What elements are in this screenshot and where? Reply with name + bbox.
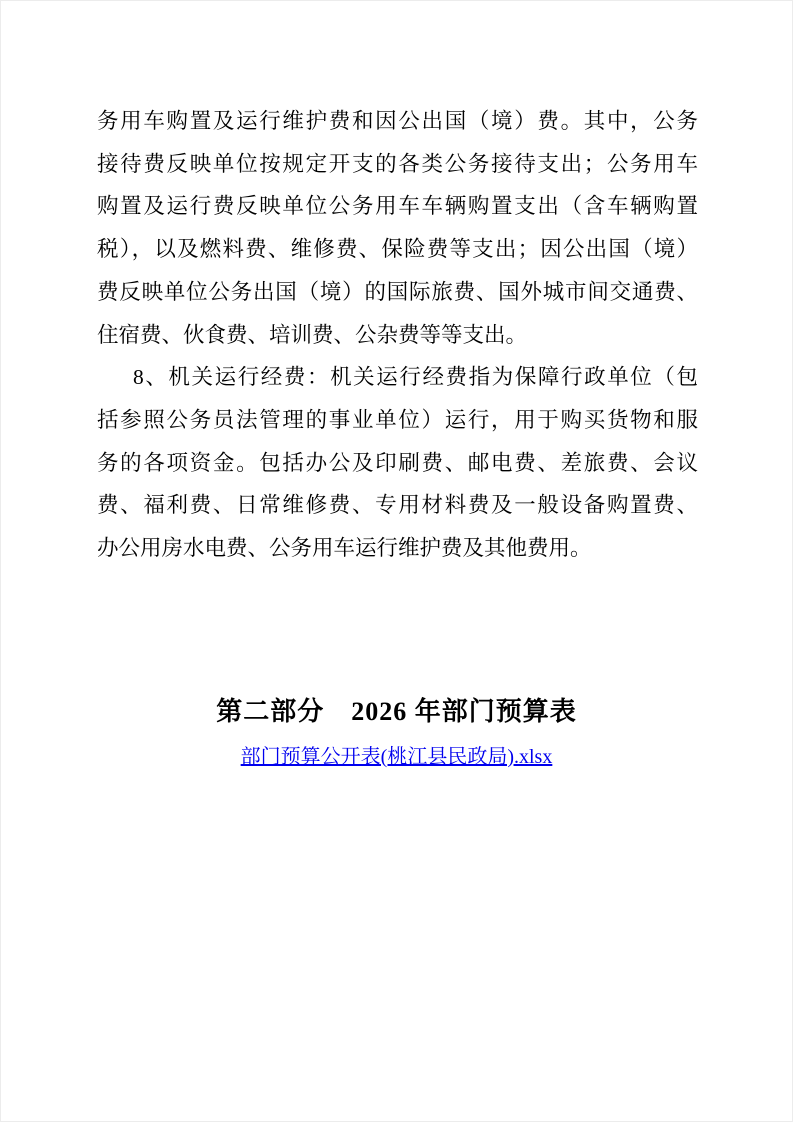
attachment-link-row [1,743,792,771]
text-line: 括参照公务员法管理的事业单位）运行，用于购买货物和服 [97,407,698,432]
text-line: 接待费反映单位按规定开支的各类公务接待支出；公务用车 [97,151,698,176]
text-line: 费反映单位公务出国（境）的国际旅费、国外城市间交通费、 [97,279,698,304]
text-line: 办公用房水电费、公务用车运行维护费及其他费用。 [97,536,592,561]
text-line: 务用车购置及运行维护费和因公出国（境）费。其中，公务 [97,109,698,133]
text-line: 费、福利费、日常维修费、专用材料费及一般设备购置费、 [97,493,698,518]
text-line: 住宿费、伙食费、培训费、公杂费等等支出。 [97,322,528,347]
text-line: 务的各项资金。包括办公及印刷费、邮电费、差旅费、会议 [97,450,698,475]
body-text [97,100,698,570]
text-line: 8、机关运行经费：机关运行经费指为保障行政单位（包 [133,365,698,390]
section-heading: 第二部分 2026 年部门预算表 [216,697,577,726]
budget-table-link[interactable]: 部门预算公开表(桃江县民政局).xlsx [240,746,553,768]
text-line: 购置及运行费反映单位公务用车车辆购置支出（含车辆购置 [97,194,698,219]
text-line: 税），以及燃料费、维修费、保险费等支出；因公出国（境） [97,237,698,262]
